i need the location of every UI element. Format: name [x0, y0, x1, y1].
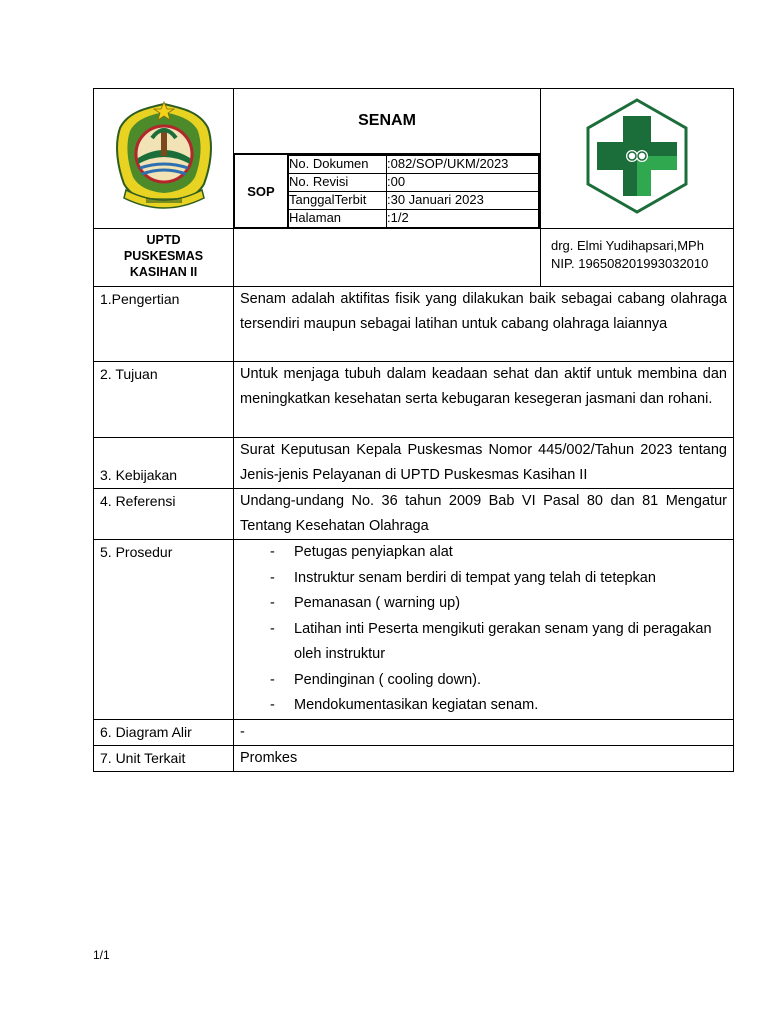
sop-document — [93, 88, 733, 772]
row-text-unit: Promkes — [234, 745, 734, 771]
meta-key: No. Dokumen — [289, 156, 387, 174]
signer-name: drg. Elmi Yudihapsari,MPh — [551, 238, 704, 253]
procedure-step: - Mendokumentasikan kegiatan senam. — [264, 693, 727, 719]
procedure-step: - Pendinginan ( cooling down). — [264, 668, 727, 694]
meta-value: :30 Januari 2023 — [387, 192, 539, 210]
meta-key: No. Revisi — [289, 174, 387, 192]
procedure-step: - Pemanasan ( warning up) — [264, 591, 727, 617]
puskesmas-logo — [541, 89, 734, 229]
row-text-kebijakan: Surat Keputusan Kepala Puskesmas Nomor 445/002/Tahun 2023 tentang Jenis-jenis Pelayanan di UPTD Puskesmas Kasihan II — [234, 438, 734, 489]
row-label-diagram: 6. Diagram Alir — [94, 719, 234, 745]
row-label-referensi: 4. Referensi — [94, 489, 234, 540]
document-meta — [288, 155, 539, 227]
row-label-kebijakan: 3. Kebijakan — [94, 438, 234, 489]
signer-nip: NIP. 196508201993032010 — [551, 256, 709, 271]
procedure-step: - Instruktur senam berdiri di tempat yang telah di tetepkan — [264, 566, 727, 592]
row-label-pengertian: 1.Pengertian — [94, 287, 234, 362]
sop-meta-block — [234, 154, 541, 229]
row-label-tujuan: 2. Tujuan — [94, 362, 234, 438]
regional-emblem-icon — [112, 98, 216, 214]
meta-key: TanggalTerbit — [289, 192, 387, 210]
org-line: KASIHAN II — [129, 265, 198, 279]
page-number: 1/1 — [93, 948, 110, 962]
regional-emblem-logo — [94, 89, 234, 229]
org-line: PUSKESMAS — [123, 249, 204, 263]
row-label-prosedur: 5. Prosedur — [94, 540, 234, 720]
puskesmas-cross-icon — [577, 96, 697, 216]
row-text-pengertian: Senam adalah aktifitas fisik yang dilakukan baik sebagai cabang olahraga tersendiri maupun sebagai latihan untuk cabang olahraga laiannya — [234, 287, 734, 362]
row-text-diagram: - — [234, 719, 734, 745]
sop-label: SOP — [235, 155, 288, 228]
row-text-referensi: Undang-undang No. 36 tahun 2009 Bab VI Pasal 80 dan 81 Mengatur Tentang Kesehatan Olahraga — [234, 489, 734, 540]
meta-value: :1/2 — [387, 210, 539, 228]
document-title: SENAM — [234, 89, 541, 154]
procedure-step: - Latihan inti Peserta mengikuti gerakan senam yang di peragakan oleh instruktur — [264, 617, 727, 668]
signer-block — [541, 229, 734, 287]
procedure-list — [240, 540, 727, 719]
meta-key: Halaman — [289, 210, 387, 228]
signature-space — [234, 229, 541, 287]
row-text-tujuan: Untuk menjaga tubuh dalam keadaan sehat dan aktif untuk membina dan meningkatkan kesehatan serta kebugaran kesegeran jasmani dan rohani. — [234, 362, 734, 438]
organization-name — [94, 229, 234, 287]
procedure-step: - Petugas penyiapkan alat — [264, 540, 727, 566]
meta-value: :00 — [387, 174, 539, 192]
row-label-unit: 7. Unit Terkait — [94, 745, 234, 771]
meta-value: :082/SOP/UKM/2023 — [387, 156, 539, 174]
row-prosedur-steps — [234, 540, 734, 720]
org-line: UPTD — [146, 233, 181, 247]
sop-table — [93, 88, 734, 772]
